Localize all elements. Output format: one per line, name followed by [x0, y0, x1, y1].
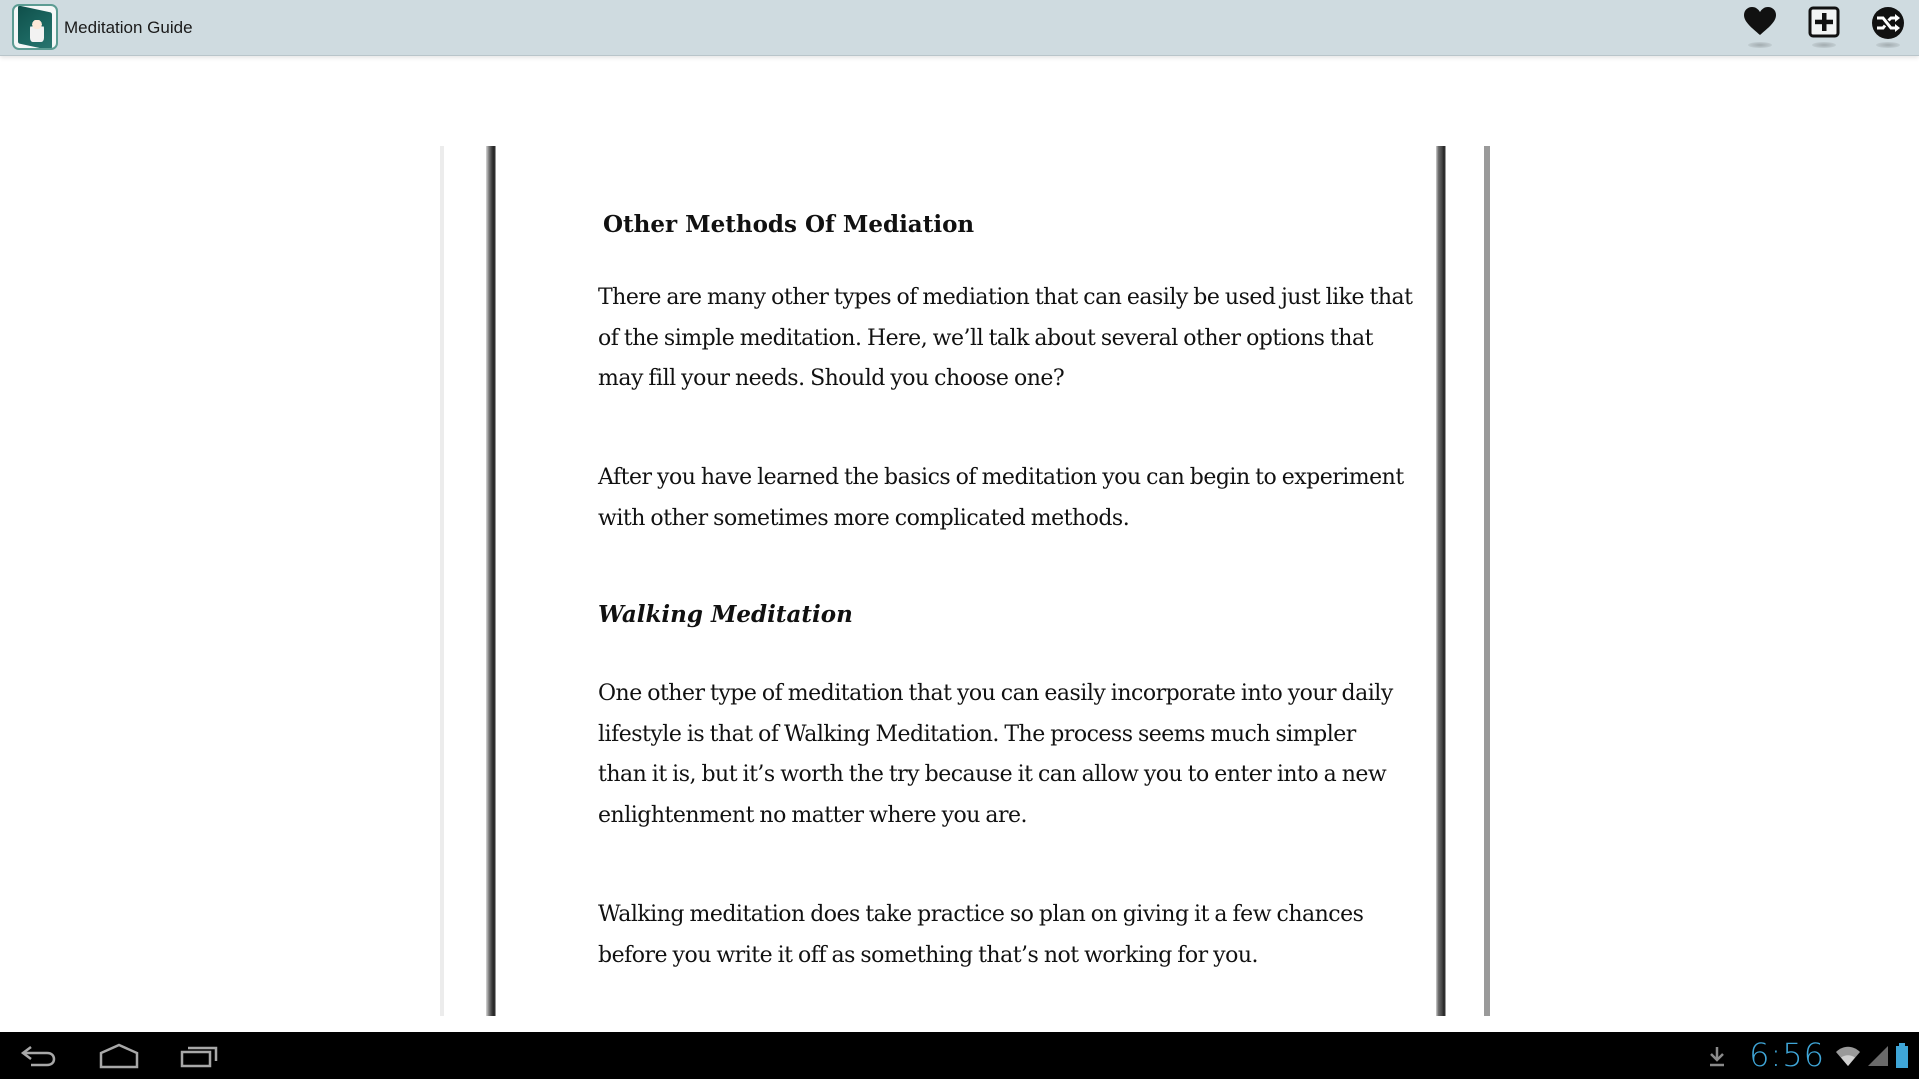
paragraph-2 [598, 458, 1404, 539]
paragraph-line: lifestyle is that of Walking Meditation. The process seems much simpler [598, 721, 1356, 747]
shuffle-icon [1871, 6, 1905, 40]
paragraph-line: After you have learned the basics of meditation you can begin to experiment [598, 465, 1404, 490]
paragraph-line: than it is, but it’s worth the try because it can allow you to enter into a new [598, 762, 1387, 787]
system-nav-bar [0, 1032, 1919, 1079]
heart-icon [1743, 6, 1777, 36]
page-border-right [1436, 146, 1446, 1016]
plus-box-icon [1808, 6, 1840, 38]
action-bar [0, 0, 1919, 56]
page-edge-left [440, 146, 444, 1016]
battery-icon [1895, 1043, 1909, 1069]
page-border-left [486, 146, 496, 1016]
subsection-heading: Walking Meditation [598, 601, 853, 628]
back-icon [19, 1044, 59, 1068]
meditating-figure-icon [30, 20, 44, 42]
paragraph-3 [598, 674, 1393, 836]
recent-apps-button[interactable] [171, 1036, 227, 1076]
paragraph-4 [598, 895, 1363, 976]
home-icon [98, 1043, 140, 1069]
home-button[interactable] [91, 1036, 147, 1076]
paragraph-line: of the simple meditation. Here, we’ll talk about several other options that [598, 325, 1373, 351]
status-area[interactable] [1707, 1032, 1909, 1079]
paragraph-line: Walking meditation does take practice so plan on giving it a few chances [598, 902, 1364, 927]
shuffle-button[interactable] [1866, 6, 1910, 50]
reader-content[interactable] [0, 56, 1919, 1032]
app-title: Meditation Guide [64, 18, 193, 37]
favorite-button[interactable] [1738, 6, 1782, 50]
download-icon [1707, 1044, 1727, 1068]
clock: 6:56 [1749, 1036, 1825, 1074]
back-button[interactable] [11, 1036, 67, 1076]
page-edge-right [1484, 146, 1490, 1016]
paragraph-line: before you write it off as something that’s not working for you. [598, 942, 1259, 968]
paragraph-line: One other type of meditation that you can easily incorporate into your daily [598, 681, 1393, 706]
paragraph-line: may fill your needs. Should you choose one? [598, 366, 1065, 391]
add-button[interactable] [1802, 6, 1846, 50]
wifi-icon [1835, 1045, 1861, 1067]
paragraph-line: enlightenment no matter where you are. [598, 802, 1028, 828]
paragraph-line: with other sometimes more complicated methods. [598, 505, 1130, 531]
signal-icon [1867, 1045, 1889, 1067]
paragraph-line: There are many other types of mediation that can easily be used just like that [598, 285, 1413, 310]
recent-apps-icon [179, 1043, 219, 1069]
paragraph-1 [598, 278, 1412, 400]
section-heading: Other Methods Of Mediation [603, 211, 975, 238]
app-icon[interactable] [12, 4, 58, 50]
